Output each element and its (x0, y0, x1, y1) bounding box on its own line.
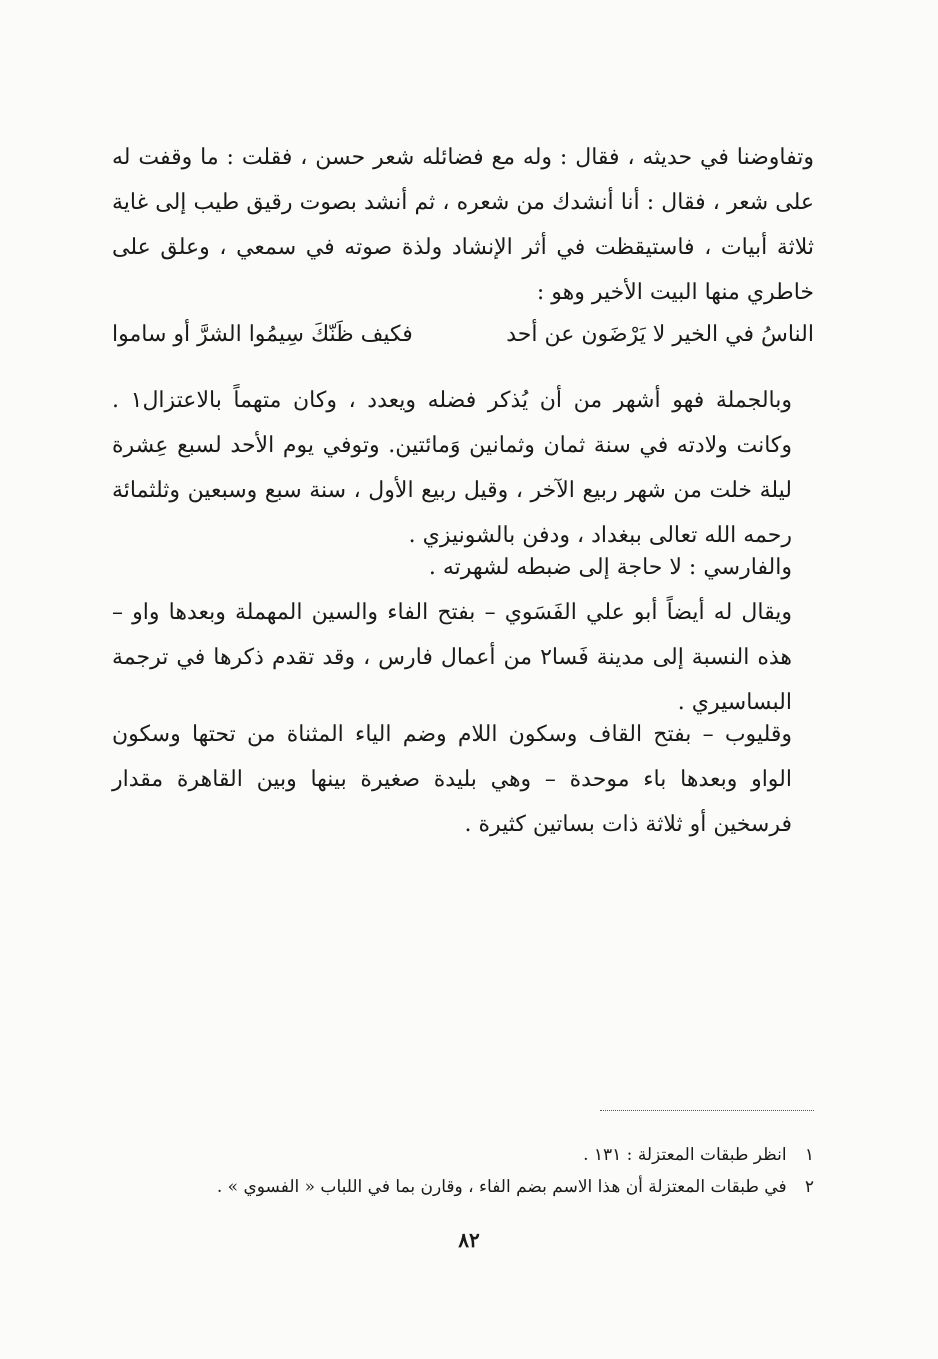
poem-verse (112, 312, 814, 357)
paragraph-text: وبالجملة فهو أشهر من أن يُذكر فضله ويعدد ، وكان متهماً بالاعتزال١ . وكانت ولادته في سنة ثمان وثمانين وَمائتين. وتوفي يوم الأحد لسبع عِشرة ليلة خلت من شهر ربيع الآخر ، وقيل ربيع الأول ، سنة سبع وسبعين وثلثمائة رحمه الله تعالى ببغداد ، ودفن بالشونيزي . (112, 388, 792, 548)
paragraph-biography (112, 378, 814, 558)
paragraph-text: ويقال له أيضاً أبو علي الفَسَوي – بفتح الفاء والسين المهملة وبعدها واو – هذه النسبة إلى مدينة فَسا٢ من أعمال فارس ، وقد تقدم ذكرها في ترجمة البساسيري . (112, 600, 792, 715)
paragraph-farisi (112, 545, 814, 590)
footnote-text: في طبقات المعتزلة أن هذا الاسم بضم الفاء ، وقارن بما في اللباب « الفسوي » . (216, 1177, 787, 1197)
paragraph-text: وتفاوضنا في حديثه ، فقال : وله مع فضائله شعر حسن ، فقلت : ما وقفت له على شعر ، فقال : أنا أنشدك من شعره ، ثم أنشد بصوت رقيق طيب إلى غاية ثلاثة أبيات ، فاستيقظت في أثر الإنشاد ولذة صوته في سمعي ، وعلق على خاطري منها البيت الأخير وهو : (112, 145, 814, 305)
verse-first-hemistich: الناسُ في الخير لا يَرْضَون عن أحد (506, 322, 814, 347)
paragraph-text: وقليوب – بفتح القاف وسكون اللام وضم الياء المثناة من تحتها وسكون الواو وبعدها باء موحدة – وهي بليدة صغيرة بينها وبين القاهرة مقدار فرسخين أو ثلاثة ذات بساتين كثيرة . (112, 722, 792, 837)
page-number: ٨٢ (458, 1228, 480, 1252)
footnote-text: انظر طبقات المعتزلة : ١٣١ . (583, 1145, 787, 1165)
footnote (112, 1172, 814, 1202)
footnote-number: ٢ (804, 1177, 814, 1197)
paragraph-conversation (112, 135, 814, 315)
paragraph-fasawi (112, 590, 814, 725)
paragraph-text: والفارسي : لا حاجة إلى ضبطه لشهرته . (428, 555, 792, 580)
footnote-divider (600, 1110, 814, 1111)
verse-second-hemistich: فكيف ظَنّكَ سِيمُوا الشرَّ أو ساموا (112, 322, 413, 347)
footnote-number: ١ (804, 1145, 814, 1165)
paragraph-qalyub (112, 712, 814, 847)
footnote (112, 1140, 814, 1170)
